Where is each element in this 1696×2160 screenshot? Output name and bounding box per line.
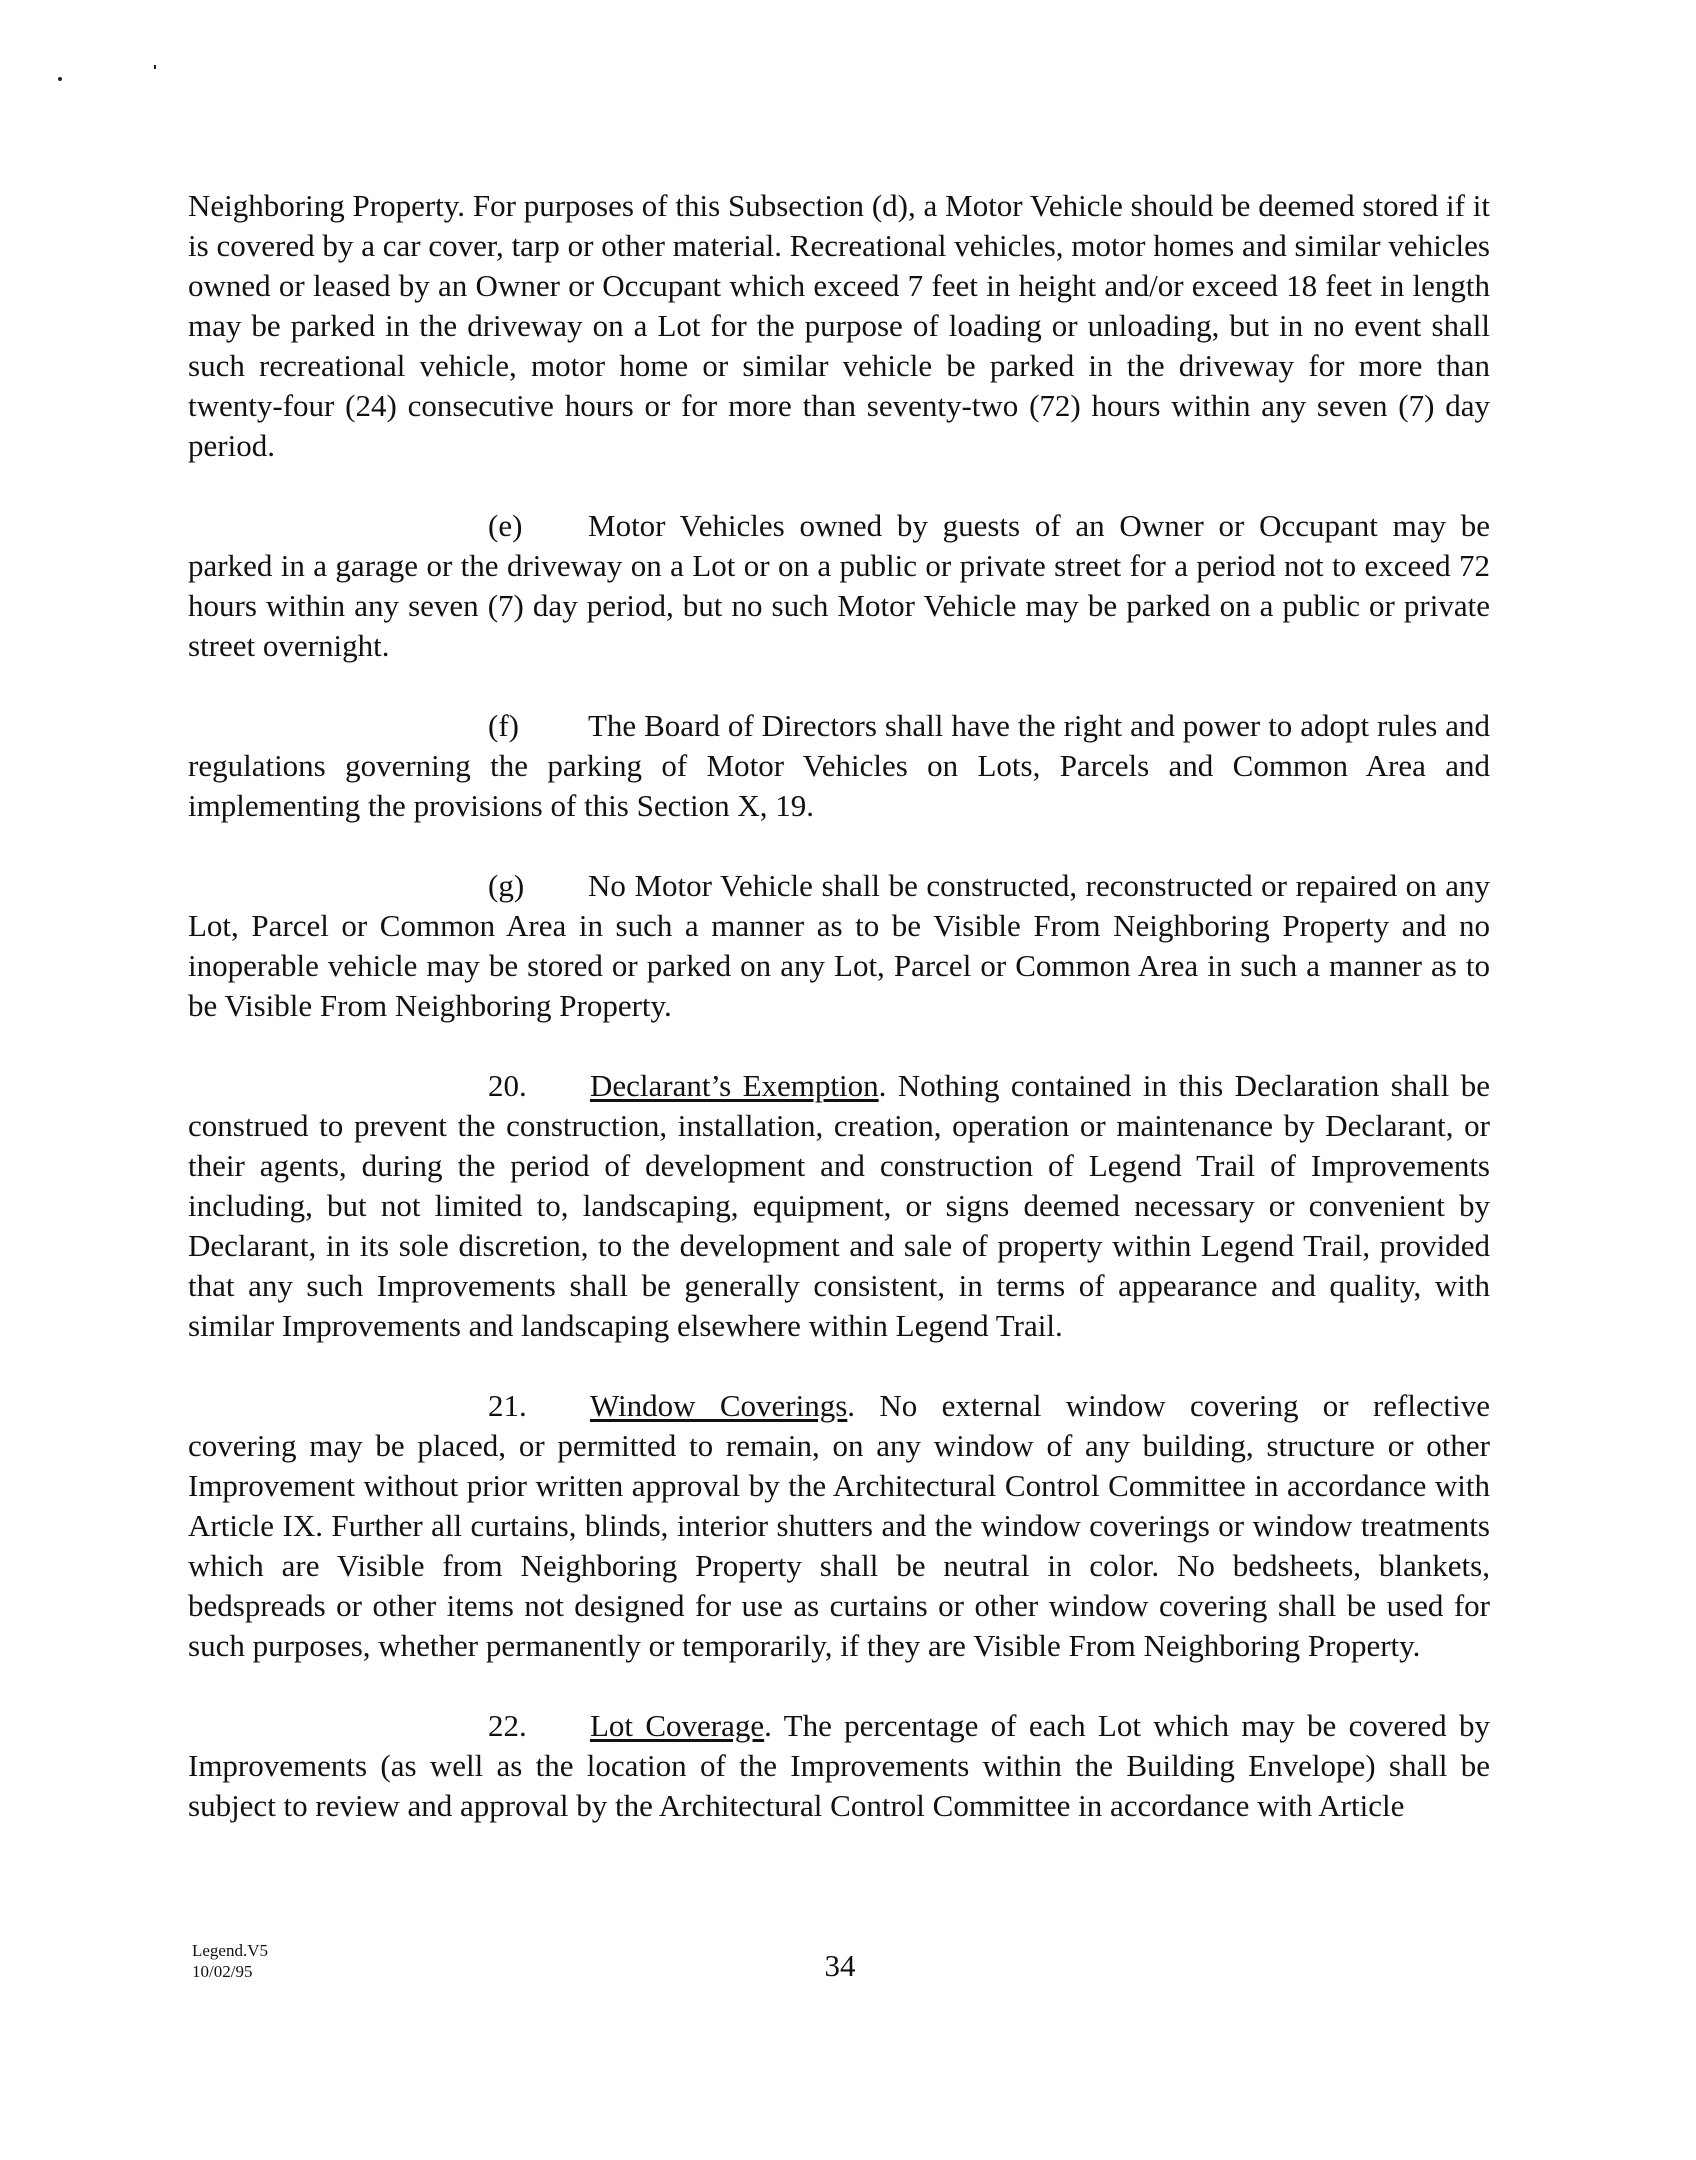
footer-doc-code [192,1940,268,1982]
section-number: 22. [488,1708,527,1743]
document-body [188,186,1490,1826]
page-number: 34 [824,1948,856,1983]
subsection-g [188,866,1490,1026]
subsection-label: (g) [488,868,525,903]
footer-version: Legend.V5 [192,1941,269,1960]
section-heading: Lot Coverage [590,1708,765,1743]
subsection-text: Motor Vehicles owned by guests of an Owner or Occupant may be parked in a garage or the driveway on a Lot or on a public or private street for a period not to exceed 72 hours within any seven (7) day period, but no such Motor Vehicle may be parked on a public or private street overnight. [188,508,1490,663]
subsection-e [188,506,1490,666]
subsection-label: (f) [488,708,519,743]
footer-date: 10/02/95 [192,1962,253,1981]
section-text: . No external window covering or reflective covering may be placed, or permitted to remain, on any window of any building, structure or other Improvement without prior written approval by the Architectural Control Committee in accordance with Article IX. Further all curtains, blinds, interior shutters and the window coverings or window treatments which are Visible from Neighboring Property shall be neutral in color. No bedsheets, blankets, bedspreads or other items not designed for use as curtains or other window covering shall be used for such purposes, whether permanently or temporarily, if they are Visible From Neighboring Property. [188,1388,1490,1663]
section-heading: Window Coverings [590,1388,848,1423]
subsection-label: (e) [488,508,523,543]
subsection-text: No Motor Vehicle shall be constructed, reconstructed or repaired on any Lot, Parcel or Common Area in such a manner as to be Visible From Neighboring Property and no inoperable vehicle may be stored or parked on any Lot, Parcel or Common Area in such a manner as to be Visible From Neighboring Property. [188,868,1490,1023]
scan-speck [154,65,156,69]
section-21 [188,1386,1490,1666]
section-heading: Declarant’s Exemption [590,1068,879,1103]
continuation-paragraph: Neighboring Property. For purposes of this Subsection (d), a Motor Vehicle should be deemed stored if it is covered by a car cover, tarp or other material. Recreational vehicles, motor homes and similar vehicles owned or leased by an Owner or Occupant which exceed 7 feet in height and/or exceed 18 feet in length may be parked in the driveway on a Lot for the purpose of loading or unloading, but in no event shall such recreational vehicle, motor home or similar vehicle be parked in the driveway for more than twenty-four (24) consecutive hours or for more than seventy-two (72) hours within any seven (7) day period. [188,188,1490,463]
section-22 [188,1706,1490,1826]
section-20 [188,1066,1490,1346]
section-number: 21. [488,1388,527,1423]
scan-speck [58,77,62,81]
subsection-f [188,706,1490,826]
section-text: . Nothing contained in this Declaration shall be construed to prevent the construction, installation, creation, operation or maintenance by Declarant, or their agents, during the period of development and construction of Legend Trail of Improvements including, but not limited to, landscaping, equipment, or signs deemed necessary or convenient by Declarant, in its sole discretion, to the development and sale of property within Legend Trail, provided that any such Improvements shall be generally consistent, in terms of appearance and quality, with similar Improvements and landscaping elsewhere within Legend Trail. [188,1068,1490,1343]
section-text: . The percentage of each Lot which may be covered by Improvements (as well as the location of the Improvements within the Building Envelope) shall be subject to review and approval by the Architectural Control Committee in accordance with Article [188,1708,1490,1823]
section-number: 20. [488,1068,527,1103]
subsection-text: The Board of Directors shall have the right and power to adopt rules and regulations governing the parking of Motor Vehicles on Lots, Parcels and Common Area and implementing the provisions of this Section X, 19. [188,708,1490,823]
